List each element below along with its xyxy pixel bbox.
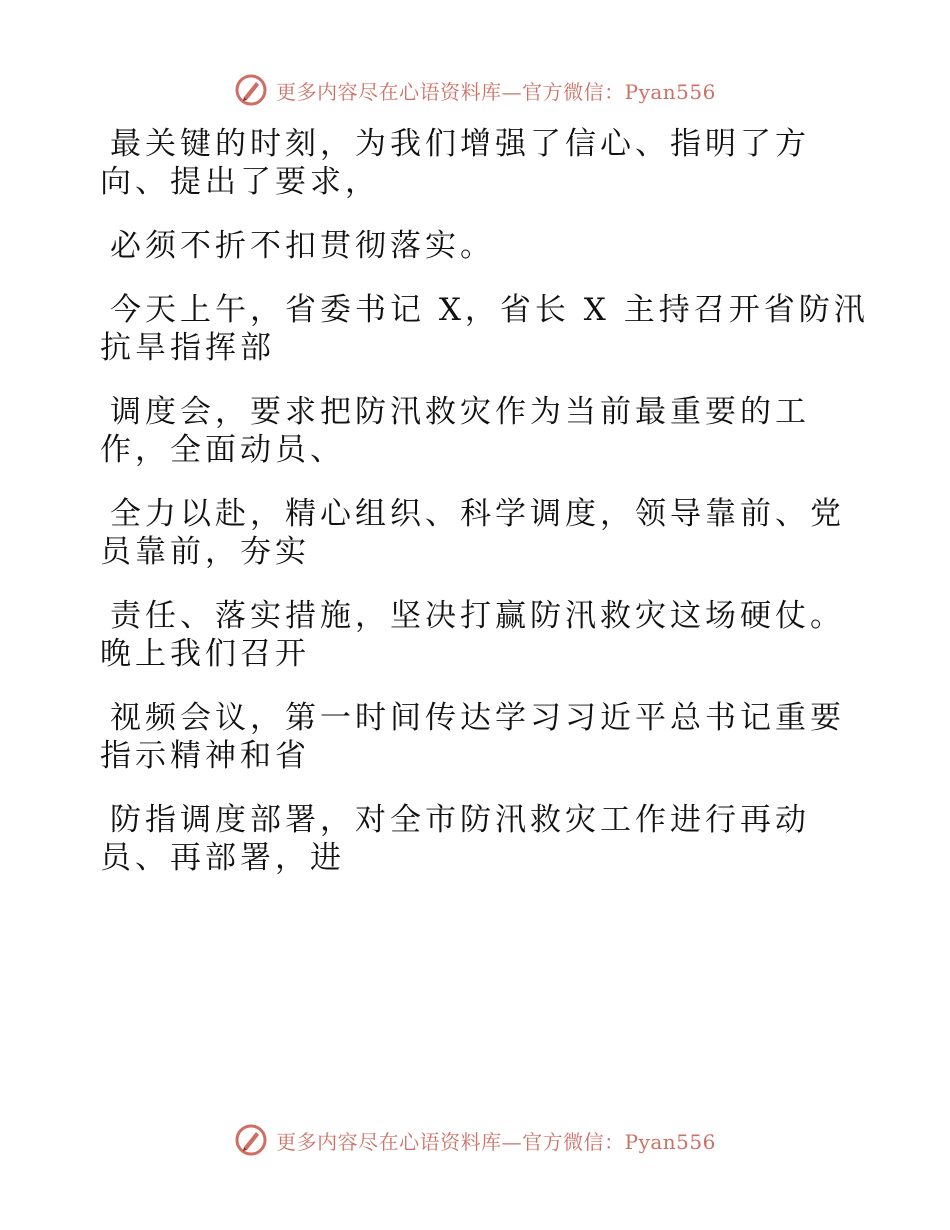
text-line: 员、再部署，进 [100, 840, 345, 876]
text-line: 指示精神和省 [100, 738, 310, 774]
footer-watermark [0, 1120, 950, 1160]
text-line: 调度会，要求把防汛救灾作为当前最重要的工 [110, 394, 810, 430]
pen-logo-icon [234, 73, 268, 107]
text-line: 今天上午，省委书记 X，省长 X 主持召开省防汛 [110, 292, 869, 328]
text-line: 视频会议，第一时间传达学习习近平总书记重要 [110, 700, 845, 736]
text-line: 全力以赴，精心组织、科学调度，领导靠前、党 [110, 496, 845, 532]
text-line: 责任、落实措施，坚决打赢防汛救灾这场硬仗。 [110, 598, 845, 634]
paragraph [100, 495, 860, 571]
text-line: 晚上我们召开 [100, 636, 310, 672]
text-line: 抗旱指挥部 [100, 330, 275, 366]
document-body [100, 125, 869, 903]
paragraph [100, 597, 860, 673]
paragraph [100, 291, 869, 367]
watermark-text: 更多内容尽在心语资料库—官方微信：Pyan556 [276, 79, 716, 104]
paragraph [100, 699, 860, 775]
text-line: 防指调度部署，对全市防汛救灾工作进行再动 [110, 802, 810, 838]
text-line: 必须不折不扣贯彻落实。 [110, 228, 495, 264]
watermark-text: 更多内容尽在心语资料库—官方微信：Pyan556 [276, 1129, 716, 1154]
text-line: 作，全面动员、 [100, 432, 345, 468]
paragraph [100, 227, 860, 265]
paragraph [100, 125, 860, 201]
text-line: 员靠前，夯实 [100, 534, 310, 570]
pen-logo-icon [234, 1123, 268, 1157]
text-line: 最关键的时刻，为我们增强了信心、指明了方 [110, 126, 810, 162]
paragraph [100, 393, 860, 469]
text-line: 向、提出了要求， [100, 164, 380, 200]
header-watermark [0, 70, 950, 110]
paragraph [100, 801, 860, 877]
